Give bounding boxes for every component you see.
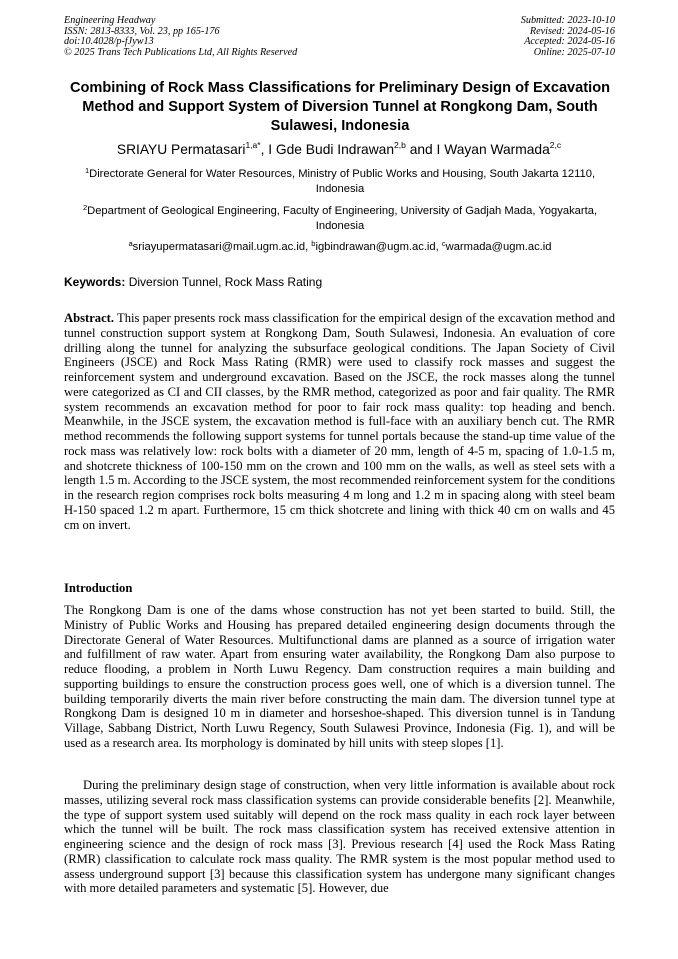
- author-conjunction: and: [405, 142, 437, 157]
- affiliation-mark: 1: [84, 166, 90, 175]
- affiliation-text: Directorate General for Water Resources, Ministry of Public Works and Housing, South Jakarta 12110, Indonesia: [89, 168, 596, 195]
- email-mark: a: [128, 239, 133, 248]
- abstract-text: This paper presents rock mass classification for the empirical design of the excavation method and tunnel construction support system at Rongkong Dam, South Sulawesi, Indonesia. An evaluation of core drilling along the tunnel for analyzing the subsurface geological conditions. The Japan Society of Civil Engineers (JSCE) and Rock Mass Rating (RMR) were used to classify rock masses and suggest the reinforcement system and underground excavation. Based on the JSCE, the rock masses along the tunnel were categorized as CI and CII classes, by the RMR method, categorized as poor and fair quality. The RMR system recommends an excavation method for poor to fair rock mass quality: top heading and bench. Meanwhile, in the JSCE system, the excavation method is full-face with an auxiliary bench cut. The RMR method recommends the following support systems for tunnel portals because the stand-up time value of the rock mass was relatively low: rock bolts with a diameter of 20 mm, length of 4-5 m, spacing of 1.0-1.5 m, and shotcrete thickness of 100-150 mm on the crown and 100 mm on the walls, as well as steel sets with a length 1.5 m. According to the JSCE system, the most recommended reinforcement system for the conditions in the research region comprises rock bolts measuring 4 m long and 1.2 m in spacing along with steel beam H-150 spaced 1.2 m apart. Furthermore, 15 cm thick shotcrete and lining with thick 40 cm on walls and 45 cm on invert.: [64, 311, 616, 532]
- affiliation-text: Department of Geological Engineering, Faculty of Engineering, University of Gadjah Mada, Yogyakarta, Indonesia: [87, 205, 598, 232]
- journal-header-right: [521, 16, 615, 58]
- keywords-label: Keywords:: [64, 275, 126, 289]
- introduction-paragraph-2: [64, 778, 615, 896]
- author-name: SRIAYU Permatasari: [116, 142, 246, 157]
- journal-issn: ISSN: 2813-8333, Vol. 23, pp 165-176: [64, 25, 220, 37]
- email-link[interactable]: sriayupermatasari@mail.ugm.ac.id: [132, 241, 306, 253]
- author-emails: $^a$sriayupermatasari@mail.ugm.ac.id, $^b$igbindrawan@ugm.ac.id, $^c$warmada@ugm.ac.id: [128, 239, 552, 253]
- abstract: [64, 311, 615, 532]
- date-revised: Revised: 2024-05-16: [529, 25, 615, 37]
- date-submitted: Submitted: 2023-10-10: [520, 15, 615, 26]
- email-mark: c: [441, 239, 446, 248]
- abstract-label: Abstract.: [64, 311, 115, 325]
- affiliation-mark: 2: [82, 203, 88, 212]
- affiliation-1: [64, 167, 616, 197]
- email-link[interactable]: warmada@ugm.ac.id: [445, 241, 552, 253]
- journal-doi[interactable]: doi:10.4028/p-fJyw13: [64, 36, 154, 48]
- date-online: Online: 2025-07-10: [533, 46, 615, 58]
- journal-header-left: [64, 16, 297, 58]
- paper-title: Combining of Rock Mass Classifications for Preliminary Design of Excavation Method and Support System of Diversion Tunnel at Rongkong Dam, South Sulawesi, Indonesia: [69, 80, 611, 134]
- author-affil-mark: 1,a*: [245, 140, 261, 150]
- date-accepted: Accepted: 2024-05-16: [524, 36, 615, 48]
- author-name: I Wayan Warmada: [436, 142, 550, 157]
- author-affil-mark: 2,c: [549, 140, 562, 150]
- author-affil-mark: 2,b: [394, 140, 406, 150]
- keywords-text: Diversion Tunnel, Rock Mass Rating: [128, 275, 323, 289]
- introduction-heading: Introduction: [64, 581, 133, 595]
- affiliation-2: [64, 204, 616, 234]
- email-mark: b: [311, 239, 316, 248]
- paragraph-text: The Rongkong Dam is one of the dams whose construction has not yet been started to build. Still, the Ministry of Public Works and Housing has prepared detailed engineering design documents through the Directorate General of Water Resources. Multifunctional dams are planned as a source of irrigation water and fulfillment of raw water. Apart from ensuring water availability, the Rongkong Dam also purpose to reduce flooding, a problem in North Luwu Regency. Dam construction requires a main building and supporting buildings to ensure the construction process goes well, one of which is a diversion tunnel. The building temporarily diverts the main river before constructing the main dam. The diversion tunnel type at Rongkong Dam is designed 10 m in diameter and horseshoe-shaped. This diversion tunnel is in Tandung Village, Sabbang District, North Luwu Regency, South Sulawesi Province, Indonesia (Fig. 1), and will be used as a research area. Its morphology is dominated by hill units with steep slopes [1].: [64, 603, 615, 750]
- journal-name: Engineering Headway: [64, 15, 156, 26]
- journal-copyright: © 2025 Trans Tech Publications Ltd, All Rights Reserved: [64, 46, 298, 58]
- keywords: [64, 274, 616, 290]
- author-separator: ,: [260, 142, 269, 157]
- email-link[interactable]: igbindrawan@ugm.ac.id: [315, 241, 436, 253]
- author-list: [40, 141, 638, 159]
- paragraph-text: During the preliminary design stage of construction, when very little information is available about rock masses, utilizing several rock mass classification systems can provide considerable benefits [2]. Meanwhile, the type of support system used suitably will depend on the rock mass quality in each rock layer between which the tunnel will be built. The rock mass classification system has received extensive attention in engineering science and the design of rock mass [3]. Previous research [4] used the Rock Mass Rating (RMR) classification to calculate rock mass quality. The RMR system is the most popular method used to assess underground support [3] because this classification system has undergone many significant changes with more detailed parameters and systematic [5]. However, due: [64, 778, 615, 896]
- introduction-paragraph-1: [64, 603, 615, 751]
- author-name: I Gde Budi Indrawan: [268, 142, 395, 157]
